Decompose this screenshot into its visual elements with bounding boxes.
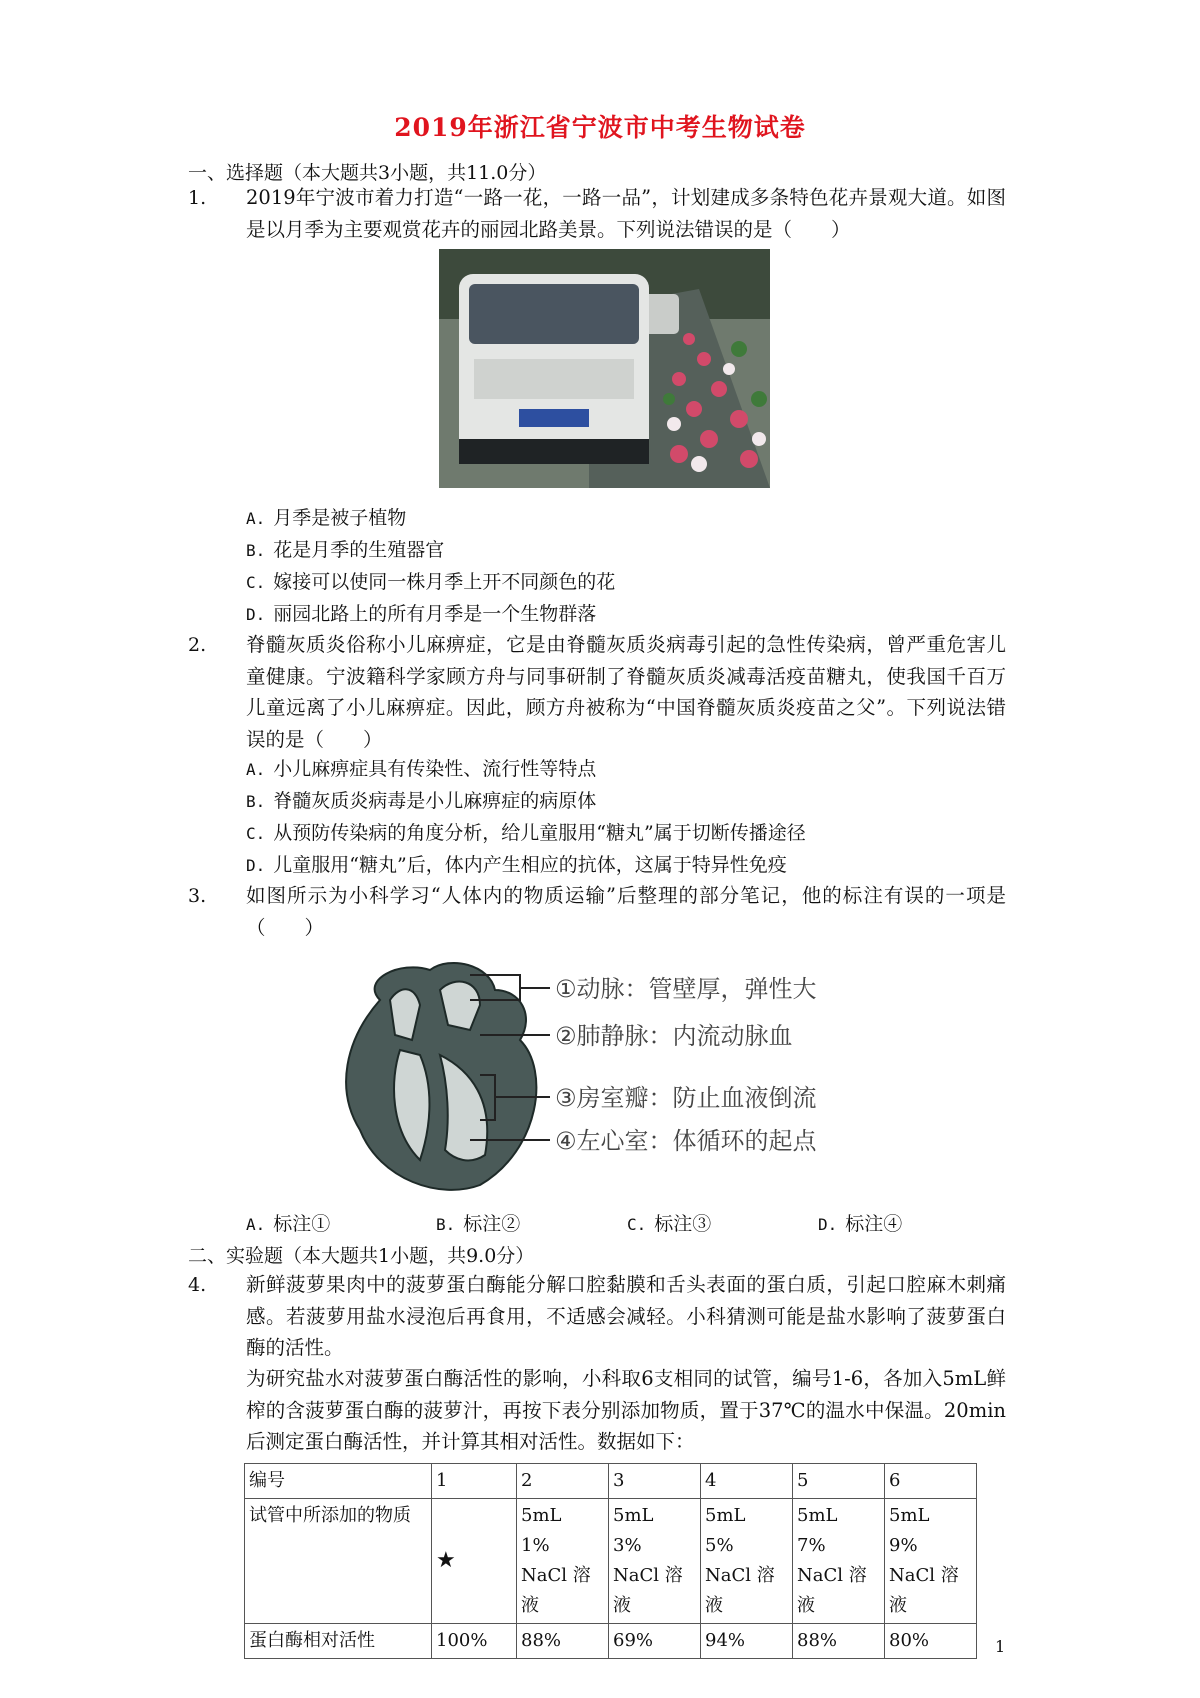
table-cell: 5mL 3% NaCl 溶液 (609, 1499, 701, 1624)
table-cell: 4 (701, 1464, 793, 1499)
table-cell: 88% (517, 1624, 609, 1659)
table-cell: 3 (609, 1464, 701, 1499)
star-placeholder: ★ (432, 1499, 517, 1624)
table-cell: 5mL 7% NaCl 溶液 (793, 1499, 885, 1624)
question-text: 2019年宁波市着力打造“一路一花，一路一品”，计划建成多条特色花卉景观大道。如图是以月季为主要观赏花卉的丽园北路美景。下列说法错误的是（ ） (246, 186, 1006, 241)
section-heading-experiment: 二、实验题（本大题共1小题，共9.0分） (188, 1245, 535, 1267)
page-number: 1 (995, 1637, 1006, 1656)
option-b[interactable]: B. 脊髓灰质炎病毒是小儿麻痹症的病原体 (246, 790, 597, 812)
table-cell: 5mL 9% NaCl 溶液 (885, 1499, 977, 1624)
option-d[interactable]: D. 儿童服用“糖丸”后，体内产生相应的抗体，这属于特异性免疫 (246, 854, 787, 876)
option-d[interactable]: D. 标注④ (818, 1213, 903, 1235)
table-cell: 5 (793, 1464, 885, 1499)
heart-diagram (320, 960, 890, 1194)
question-number: 4. (188, 1274, 207, 1296)
table-cell: 5mL 1% NaCl 溶液 (517, 1499, 609, 1624)
table-cell: 88% (793, 1624, 885, 1659)
question-number: 3. (188, 885, 207, 907)
table-cell: 94% (701, 1624, 793, 1659)
option-d[interactable]: D. 丽园北路上的所有月季是一个生物群落 (246, 603, 597, 625)
question-text: 新鲜菠萝果肉中的菠萝蛋白酶能分解口腔黏膜和舌头表面的蛋白质，引起口腔麻木刺痛感。若菠萝用盐水浸泡后再食用，不适感会减轻。小科猜测可能是盐水影响了菠萝蛋白酶的活性。 (246, 1273, 1006, 1359)
option-c[interactable]: C. 标注③ (627, 1213, 712, 1235)
option-a[interactable]: A. 小儿麻痹症具有传染性、流行性等特点 (246, 758, 597, 780)
row-header: 编号 (245, 1464, 432, 1499)
heart-label-4: ④左心室：体循环的起点 (555, 1127, 817, 1155)
question-text: 如图所示为小科学习“人体内的物质运输”后整理的部分笔记，他的标注有误的一项是（ ） (246, 884, 1006, 939)
table-cell: 1 (432, 1464, 517, 1499)
table-row (245, 1499, 977, 1624)
row-header: 试管中所添加的物质 (245, 1499, 432, 1624)
option-a[interactable]: A. 标注① (246, 1213, 331, 1235)
heart-label-2: ②肺静脉：内流动脉血 (555, 1022, 793, 1050)
option-b[interactable]: B. 花是月季的生殖器官 (246, 539, 445, 561)
table-cell: 2 (517, 1464, 609, 1499)
rose-road-photo (439, 249, 770, 488)
option-c[interactable]: C. 从预防传染病的角度分析，给儿童服用“糖丸”属于切断传播途径 (246, 822, 806, 844)
heart-label-3: ③房室瓣：防止血液倒流 (555, 1084, 817, 1112)
table-cell: 5mL 5% NaCl 溶液 (701, 1499, 793, 1624)
row-header: 蛋白酶相对活性 (245, 1624, 432, 1659)
option-c[interactable]: C. 嫁接可以使同一株月季上开不同颜色的花 (246, 571, 616, 593)
question-text: 脊髓灰质炎俗称小儿麻痹症，它是由脊髓灰质炎病毒引起的急性传染病，曾严重危害儿童健康。宁波籍科学家顾方舟与同事研制了脊髓灰质炎减毒活疫苗糖丸，使我国千百万儿童远离了小儿麻痹症。因此，顾方舟被称为“中国脊髓灰质炎疫苗之父”。下列说法错误的是（ ） (246, 633, 1006, 751)
option-a[interactable]: A. 月季是被子植物 (246, 507, 407, 529)
table-row (245, 1464, 977, 1499)
table-cell: 80% (885, 1624, 977, 1659)
heart-label-1: ①动脉：管壁厚，弹性大 (555, 975, 817, 1003)
table-cell: 6 (885, 1464, 977, 1499)
question-text-continued: 为研究盐水对菠萝蛋白酶活性的影响，小科取6支相同的试管，编号1-6，各加入5mL鲜榨的含菠萝蛋白酶的菠萝汁，再按下表分别添加物质，置于37℃的温水中保温。20min后测定蛋白酶活性，并计算其相对活性。数据如下： (246, 1367, 1006, 1453)
option-b[interactable]: B. 标注② (436, 1213, 521, 1235)
question-number: 2. (188, 634, 207, 656)
question-number: 1. (188, 187, 207, 209)
table-row (245, 1624, 977, 1659)
page-title: 2019年浙江省宁波市中考生物试卷 (394, 113, 806, 142)
section-heading-choice: 一、选择题（本大题共3小题，共11.0分） (188, 162, 547, 184)
experiment-table (244, 1463, 977, 1659)
table-cell: 69% (609, 1624, 701, 1659)
table-cell: 100% (432, 1624, 517, 1659)
